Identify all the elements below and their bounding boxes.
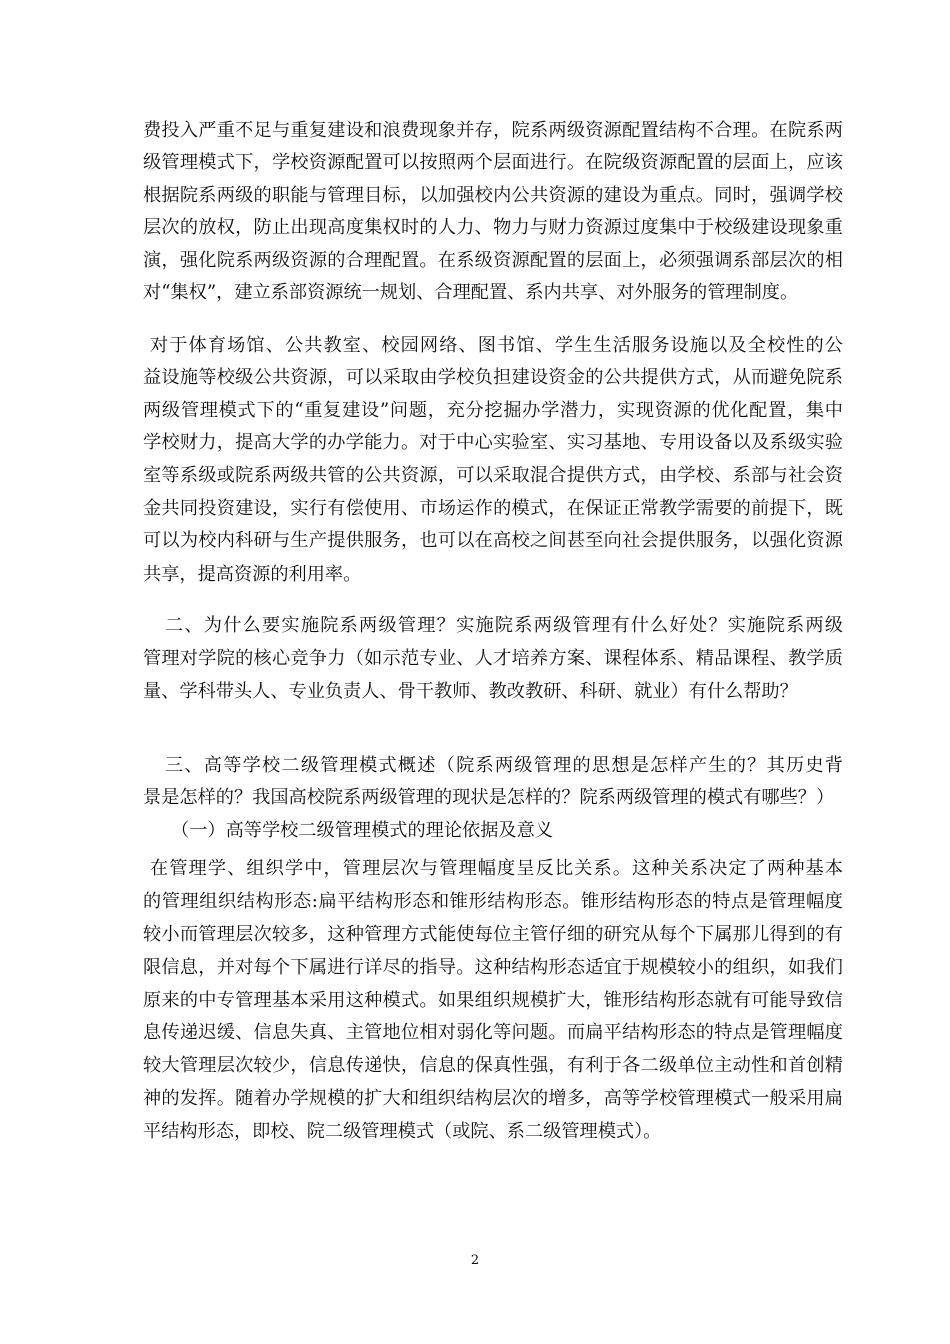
paragraph-2-line-7: 可以为校内科研与生产提供服务，也可以在高校之间甚至向社会提供服务，以强化资源 (143, 530, 843, 551)
paragraph-3-line-7: 较大管理层次较少，信息传递快，信息的保真性强，有利于各二级单位主动性和首创精 (143, 1055, 843, 1076)
paragraph-1-line-2: 级管理模式下，学校资源配置可以按照两个层面进行。在院级资源配置的层面上，应该 (143, 152, 843, 173)
section-2-heading-line-1: 二、为什么要实施院系两级管理？实施院系两级管理有什么好处？实施院系两级 (165, 615, 843, 636)
paragraph-1-line-1: 费投入严重不足与重复建设和浪费现象并存，院系两级资源配置结构不合理。在院系两 (143, 120, 843, 141)
paragraph-2-line-2: 益设施等校级公共资源，可以采取由学校负担建设资金的公共提供方式，从而避免院系 (143, 367, 843, 388)
paragraph-3-line-4: 限信息，并对每个下属进行详尽的指导。这种结构形态适宜于规模较小的组织，如我们 (143, 957, 843, 978)
paragraph-2-line-1: 对于体育场馆、公共教室、校园网络、图书馆、学生生活服务设施以及全校性的公 (150, 335, 843, 356)
paragraph-1-line-6: 对“集权”，建立系部资源统一规划、合理配置、系内共享、对外服务的管理制度。 (143, 282, 799, 303)
paragraph-2-line-5: 室等系级或院系两级共管的公共资源，可以采取混合提供方式，由学校、系部与社会资 (143, 465, 843, 486)
paragraph-3-line-1: 在管理学、组织学中，管理层次与管理幅度呈反比关系。这种关系决定了两种基本 (150, 858, 843, 879)
section-2-heading-line-3: 量、学科带头人、专业负责人、骨干教师、教改教研、科研、就业）有什么帮助？ (143, 681, 798, 702)
paragraph-3-line-5: 原来的中专管理基本采用这种模式。如果组织规模扩大，锥形结构形态就有可能导致信 (143, 990, 843, 1011)
paragraph-3-line-6: 息传递迟缓、信息失真、主管地位相对弱化等问题。而扁平结构形态的特点是管理幅度 (143, 1022, 843, 1043)
paragraph-2-line-8: 共享，提高资源的利用率。 (143, 564, 362, 585)
section-2-heading-line-2: 管理对学院的核心竞争力（如示范专业、人才培养方案、课程体系、精品课程、教学质 (143, 648, 843, 669)
paragraph-3-line-8: 神的发挥。随着办学规模的扩大和组织结构层次的增多，高等学校管理模式一般采用扁 (143, 1088, 843, 1109)
paragraph-3-line-2: 的管理组织结构形态:扁平结构形态和锥形结构形态。锥形结构形态的特点是管理幅度 (143, 891, 843, 912)
subsection-1-heading: （一）高等学校二级管理模式的理论依据及意义 (171, 820, 553, 841)
paragraph-3-line-3: 较小而管理层次较多，这种管理方式能使每位主管仔细的研究从每个下属那儿得到的有 (143, 924, 843, 945)
page-number: 2 (470, 1253, 480, 1268)
paragraph-1-line-4: 层次的放权，防止出现高度集权时的人力、物力与财力资源过度集中于校级建设现象重 (143, 217, 843, 238)
section-3-heading-line-2: 景是怎样的？我国高校院系两级管理的现状是怎样的？院系两级管理的模式有哪些？） (143, 787, 835, 808)
paragraph-3-line-9: 平结构形态，即校、院二级管理模式（或院、系二级管理模式）。 (143, 1121, 662, 1142)
paragraph-2-line-6: 金共同投资建设，实行有偿使用、市场运作的模式，在保证正常教学需要的前提下，既 (143, 498, 843, 519)
paragraph-2-line-3: 两级管理模式下的“重复建设”问题，充分挖掘办学潜力，实现资源的优化配置，集中 (143, 400, 843, 421)
paragraph-1-line-3: 根据院系两级的职能与管理目标，以加强校内公共资源的建设为重点。同时，强调学校 (143, 185, 843, 206)
section-3-heading-line-1: 三、高等学校二级管理模式概述（院系两级管理的思想是怎样产生的？其历史背 (165, 755, 843, 776)
paragraph-2-line-4: 学校财力，提高大学的办学能力。对于中心实验室、实习基地、专用设备以及系级实验 (143, 432, 843, 453)
paragraph-1-line-5: 演，强化院系两级资源的合理配置。在系级资源配置的层面上，必须强调系部层次的相 (143, 250, 843, 271)
